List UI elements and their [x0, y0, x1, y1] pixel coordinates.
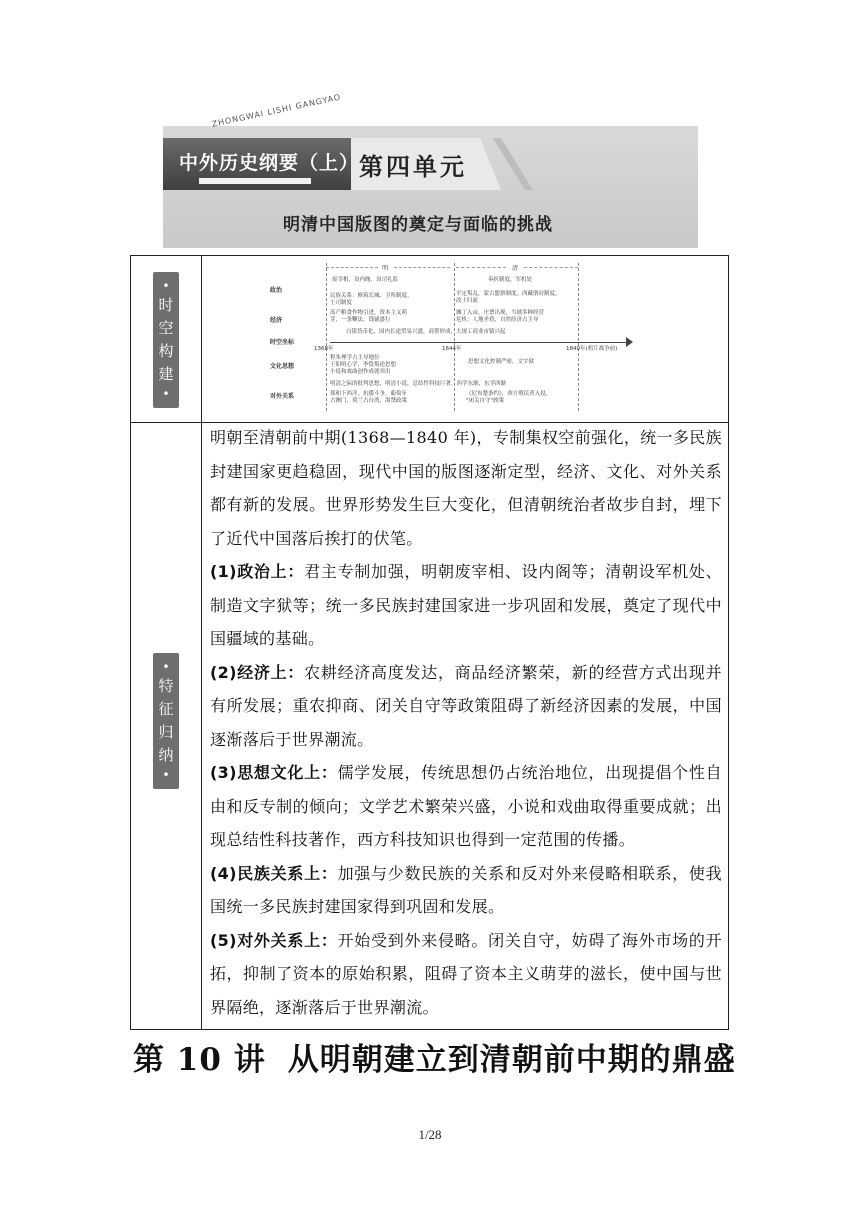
ming-foreign-2: 占澳门，荷兰占台湾，海禁政策: [330, 398, 408, 404]
label-char: 空: [158, 319, 174, 337]
divider-1840: [578, 263, 580, 411]
lecture-heading: [133, 1034, 736, 1079]
ming-culture-3: 小说和戏曲创作成就突出: [330, 369, 391, 375]
divider-1644: [454, 263, 456, 411]
divider-1368: [326, 263, 328, 411]
summary-item-ethnic: [210, 857, 722, 924]
qing-bracket-right: [524, 267, 578, 268]
shared-economy: 白银货币化，国内长途贸易兴盛，商帮形成，大规工商业市镇兴起: [346, 329, 506, 335]
ming-culture-1: 程朱理学占主导地位: [330, 355, 380, 361]
table-column-divider: [201, 256, 202, 1029]
item-heading: (2)经济上：: [210, 662, 305, 682]
qing-politics-2: 平定叛乱，蒙古盟旗制度，西藏册封制度，: [456, 291, 561, 297]
bullet-dot: •: [162, 387, 170, 401]
item-heading: (1)政治上：: [210, 562, 305, 581]
item-text: 农耕经济高度发达，商品经济繁荣，新的经营方式出现并有所发展；重农抑商、闭关自守等政策阻碍了新经济因素的发展，中国逐渐落后于世界潮流。: [210, 662, 722, 749]
summary-item-culture: [210, 756, 722, 857]
qing-bracket-left: [456, 267, 506, 268]
ming-bracket-left: [326, 267, 378, 268]
period-ming: 明: [382, 265, 389, 272]
item-heading: (3)思想文化上：: [210, 763, 338, 782]
course-underline: [199, 178, 311, 184]
year-1368: 1368年: [314, 346, 334, 352]
course-title: 中外历史纲要（上）: [179, 152, 360, 174]
lecture-number: 第 10 讲: [133, 1042, 266, 1078]
unit-banner: [163, 92, 698, 248]
page-number: 1/28: [418, 1127, 442, 1142]
qing-politics-1: 奏折制度，军机处: [488, 277, 533, 283]
row-culture: 文化思想: [270, 363, 295, 370]
label-char: 纳: [158, 746, 174, 764]
banner-pinyin: ZHONGWAI LISHI GANGYAO: [211, 92, 342, 129]
qing-economy-2: 危机：人地矛盾，自然经济占主导: [456, 317, 539, 323]
summary-item-foreign: [210, 924, 722, 1025]
row-economy: 经济: [270, 317, 283, 324]
axis-arrow-icon: [626, 337, 633, 347]
qing-politics-3: 改土归流: [456, 298, 479, 304]
label-char: 征: [158, 700, 174, 718]
unit-title: 第四单元: [359, 152, 467, 181]
bullet-dot: •: [162, 768, 170, 782]
feature-summary: [210, 421, 722, 1024]
period-qing: 清: [512, 265, 519, 272]
ming-economy-2: 芽，一条鞭法，钱铺盛行: [330, 317, 391, 323]
qing-foreign-1: 《尼布楚条约》，西方殖民者入侵，: [466, 391, 552, 397]
row-label-timespace: [153, 272, 179, 408]
label-char: 建: [158, 365, 174, 383]
banner-stripe: [493, 138, 533, 190]
row-time: 时空坐标: [270, 339, 295, 346]
year-1644: 1644年: [442, 346, 462, 352]
summary-item-economy: [210, 656, 722, 757]
item-text: 开始受到外来侵略。闭关自守，妨碍了海外市场的开拓，抑制了资本的原始积累，阻碍了资本主义萌芽的滋长，使中国与世界隔绝，逐渐落后于世界潮流。: [210, 930, 722, 1017]
qing-foreign-2: "闭关自守"政策: [466, 398, 505, 404]
timeline-figure: [270, 263, 640, 411]
row-label-features: [153, 653, 179, 789]
ming-politics-2: 民族关系：修筑长城、卫所制度、: [330, 293, 413, 299]
summary-item-politics: [210, 555, 722, 656]
bullet-dot: •: [162, 660, 170, 674]
label-char: 归: [158, 723, 174, 741]
ming-bracket-right: [394, 267, 450, 268]
summary-intro: 明朝至清朝前中期(1368—1840 年)，专制集权空前强化，统一多民族封建国家更趋稳固，现代中国的版图逐渐定型，经济、文化、对外关系都有新的发展。世界形势发生巨大变化，但清朝统治者故步自封，埋下了近代中国落后挨打的伏笔。: [210, 428, 722, 548]
lecture-title-text: 从明朝建立到清朝前中期的鼎盛: [287, 1042, 736, 1078]
label-char: 特: [158, 677, 174, 695]
qing-culture-1: 思想文化控制严密，文字狱: [468, 359, 535, 365]
row-foreign: 对外关系: [270, 393, 295, 400]
bullet-dot: •: [162, 279, 170, 293]
ming-foreign-1: 郑和下西洋，抗倭斗争，葡萄牙: [330, 391, 408, 397]
ming-politics-1: 废宰相，设内阁，设司礼监: [332, 277, 399, 283]
unit-subtitle: 明清中国版图的奠定与面临的挑战: [283, 215, 553, 235]
year-1840: 1840年(鸦片战争前): [566, 346, 618, 352]
ming-culture-2: 王阳明心学，李贽叛逆思想: [330, 362, 397, 368]
ming-politics-3: 土司制度: [330, 300, 353, 306]
item-text: 加强与少数民族的关系和反对外来侵略相联系，使我国统一多民族封建国家得到巩固和发展。: [210, 863, 722, 916]
label-char: 构: [158, 342, 174, 360]
item-text: 君主专制加强，明朝废宰相、设内阁等；清朝设军机处、制造文字狱等；统一多民族封建国家进一步巩固和发展，奠定了现代中国疆域的基础。: [210, 562, 722, 648]
qing-economy-1: 摊丁入亩，庄票出现，当铺多种经营: [456, 310, 545, 316]
item-heading: (5)对外关系上：: [210, 930, 338, 950]
label-char: 时: [158, 296, 174, 314]
ming-economy-1: 高产粮食作物引进，资本主义萌: [330, 310, 408, 316]
shared-culture: 明清之际的批判思想，明清小说，总结性科技巨著，西学东渐，东学西渐: [330, 381, 507, 387]
item-heading: (4)民族关系上：: [210, 863, 338, 883]
row-politics: 政治: [270, 287, 283, 294]
item-text: 儒学发展，传统思想仍占统治地位，出现提倡个性自由和反专制的倾向；文学艺术繁荣兴盛，小说和戏曲取得重要成就；出现总结性科技著作，西方科技知识也得到一定范围的传播。: [210, 763, 722, 849]
